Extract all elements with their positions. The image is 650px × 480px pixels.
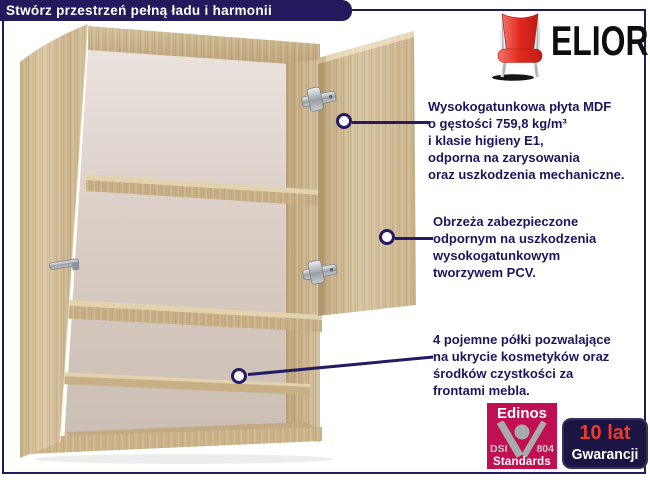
callout-dot-mdf <box>336 113 352 129</box>
warranty-years: 10 lat <box>579 422 631 444</box>
brand-wordmark: ELIOR <box>551 17 649 64</box>
annotation-line: Wysokogatunkowa płyta MDF <box>428 99 612 114</box>
edinos-standards-badge <box>487 403 557 469</box>
annotation-line: 4 pojemne półki pozwalające <box>433 332 611 347</box>
annotation-line: oraz uszkodzenia mechaniczne. <box>428 167 625 182</box>
annotation-line: tworzywem PCV. <box>433 265 536 280</box>
edinos-name: Edinos <box>496 405 547 422</box>
callout-line-mdf <box>352 121 430 124</box>
callout-dot-shelves <box>231 368 247 384</box>
red-chair-icon <box>491 11 549 81</box>
warranty-badge <box>562 418 648 469</box>
annotation-line: na ukrycie kosmetyków oraz <box>433 349 610 364</box>
annotation-line: wysokogatunkowym <box>433 248 561 263</box>
annotation-line: o gęstości 759,8 kg/m³ <box>428 116 567 131</box>
annotation-edges <box>433 213 596 281</box>
annotation-shelves <box>433 331 611 399</box>
cabinet-image <box>14 18 426 466</box>
banner: Stwórz przestrzeń pełną ładu i harmonii <box>0 0 352 21</box>
annotation-line: odpornym na uszkodzenia <box>433 231 597 246</box>
annotation-line: frontami mebla. <box>433 383 530 398</box>
annotation-mdf <box>428 98 625 183</box>
callout-dot-edges <box>379 229 395 245</box>
edinos-standards-label: Standards <box>492 456 552 468</box>
edinos-804: 804 <box>536 443 554 455</box>
callout-line-edges <box>395 237 433 240</box>
annotation-line: Obrzeża zabezpieczone <box>433 214 579 229</box>
annotation-line: odporna na zarysowania <box>428 150 580 165</box>
annotation-line: środków czystkości za <box>433 366 574 381</box>
edinos-dsi: DSI <box>490 443 508 455</box>
warranty-label: Gwarancji <box>571 446 639 463</box>
annotation-line: i klasie higieny E1, <box>428 133 544 148</box>
